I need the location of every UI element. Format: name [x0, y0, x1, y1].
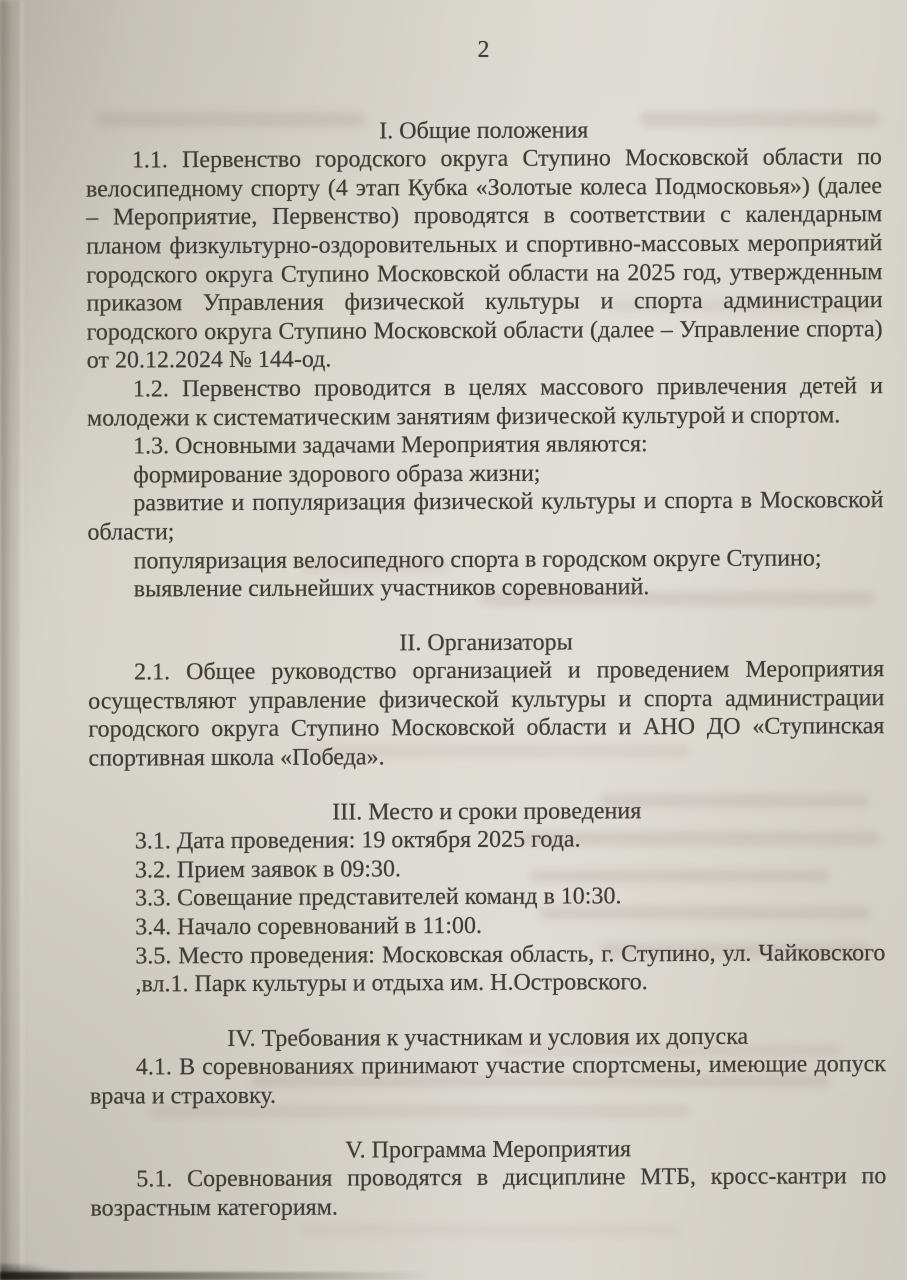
page-number: 2: [477, 36, 490, 63]
paragraph-3-5: 3.5. Место проведения: Московская область, г. Ступино, ул. Чайковского ,вл.1. Парк культуры и отдыха им. Н.Островского.: [135, 939, 886, 998]
paragraph-4-1: 4.1. В соревнованиях принимают участие спортсмены, имеющие допуск врача и страховку.: [89, 1051, 886, 1110]
paragraph-3-4: 3.4. Начало соревнований в 11:00.: [135, 912, 483, 941]
paragraph-3-2: 3.2. Прием заявок в 09:30.: [134, 856, 402, 884]
task-item: популяризация велосипедного спорта в городском округе Ступино;: [133, 544, 822, 574]
section-heading-program: V. Программа Мероприятия: [345, 1135, 632, 1164]
section-heading-place-dates: III. Место и сроки проведения: [332, 797, 642, 826]
paragraph-1-2: 1.2. Первенство проводится в целях массового привлечения детей и молодежи к систематическим занятиям физической культурой и спортом.: [86, 373, 883, 432]
paragraph-5-1: 5.1. Соревнования проводятся в дисциплине МТБ, кросс-кантри по возрастным категориям.: [90, 1163, 887, 1222]
section-heading-requirements: IV. Требования к участникам и условия их допуска: [227, 1023, 749, 1052]
paragraph-3-3: 3.3. Совещание представителей команд в 10:30.: [135, 883, 622, 912]
section-heading-organizers: II. Организаторы: [399, 629, 573, 656]
task-item: развитие и популяризация физической культуры и спорта в Московской области;: [87, 487, 884, 546]
paragraph-2-1: 2.1. Общее руководство организацией и проведением Мероприятия осуществляют управление физической культуры и спорта администрации городского округа Ступино Московской области и АНО ДО «Ступинская спортивная школа «Победа».: [88, 656, 885, 772]
paragraph-3-1: 3.1. Дата проведения: 19 октября 2025 года.: [134, 826, 581, 855]
paragraph-1-1: 1.1. Первенство городского округа Ступино Московской области по велосипедному спорту (4 этап Кубка «Золотые колеса Подмосковья») (далее – Мероприятие, Первенство) проводятся в соответствии с календарным планом физкультурно-оздоровительных и спортивно-массовых мероприятий городского округа Ступино Московской области на 2025 год, утвержденным приказом Управления физической культуры и спорта администрации городского округа Ступино Московской области (далее – Управление спорта) от 20.12.2024 № 144-од.: [85, 144, 883, 374]
task-item: выявление сильнейших участников соревнований.: [133, 574, 650, 603]
paragraph-1-3: 1.3. Основными задачами Мероприятия являются:: [133, 431, 648, 460]
task-item: формирование здорового образа жизни;: [133, 460, 541, 489]
section-heading-general: I. Общие положения: [379, 117, 589, 144]
